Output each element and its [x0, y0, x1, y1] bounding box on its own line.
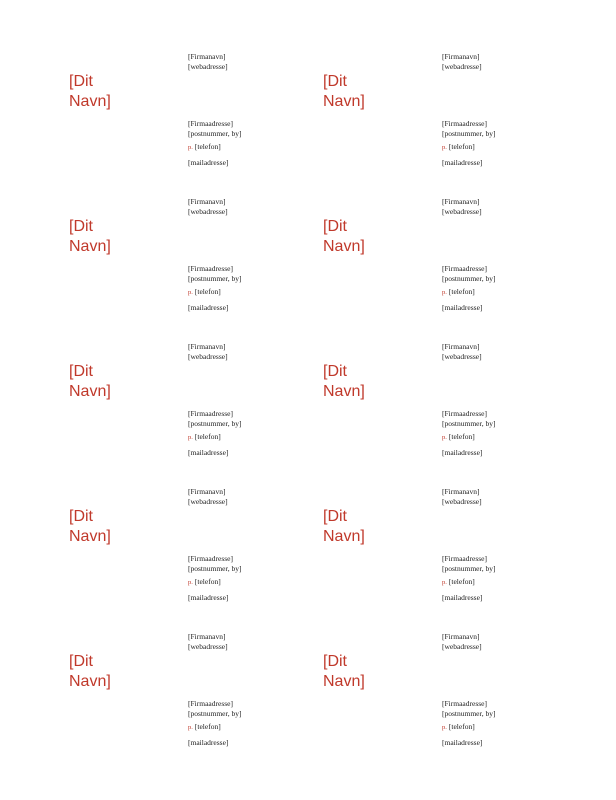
- card-address: [Firmaadresse]: [188, 699, 233, 708]
- card-company-block: [188, 342, 228, 361]
- business-card: [69, 197, 319, 342]
- card-name: [Dit Navn]: [323, 218, 365, 255]
- card-phone-row: [442, 432, 495, 443]
- card-postal: [postnummer, by]: [442, 563, 496, 573]
- card-name: [Dit Navn]: [323, 363, 365, 400]
- card-contact-block: [442, 409, 495, 457]
- card-address: [Firmaadresse]: [442, 699, 487, 708]
- card-contact-block: [188, 554, 241, 602]
- business-card: [323, 487, 573, 632]
- card-website: [webadresse]: [442, 641, 482, 651]
- card-phone: [telefon]: [448, 577, 475, 586]
- card-company: [Firmanavn]: [188, 487, 226, 496]
- card-phone-row: [188, 142, 241, 153]
- card-phone-row: [188, 287, 241, 298]
- card-company-block: [188, 52, 228, 71]
- card-name: [Dit Navn]: [323, 508, 365, 545]
- card-name: [Dit Navn]: [323, 73, 365, 110]
- card-contact-block: [442, 264, 495, 312]
- card-company-block: [188, 487, 228, 506]
- card-website: [webadresse]: [442, 496, 482, 506]
- card-contact-block: [188, 699, 241, 747]
- card-website: [webadresse]: [188, 351, 228, 361]
- business-card: [323, 632, 573, 777]
- card-company: [Firmanavn]: [188, 632, 226, 641]
- business-card: [69, 487, 319, 632]
- card-phone: [telefon]: [194, 142, 221, 151]
- business-card: [323, 52, 573, 197]
- card-postal: [postnummer, by]: [442, 418, 496, 428]
- business-card: [323, 342, 573, 487]
- card-address: [Firmaadresse]: [442, 119, 487, 128]
- card-contact-block: [188, 119, 241, 167]
- card-company: [Firmanavn]: [442, 197, 480, 206]
- business-card: [69, 52, 319, 197]
- card-phone-row: [442, 577, 495, 588]
- card-company: [Firmanavn]: [188, 197, 226, 206]
- card-company: [Firmanavn]: [442, 342, 480, 351]
- card-name: [Dit Navn]: [69, 363, 111, 400]
- card-contact-block: [188, 264, 241, 312]
- phone-prefix: p.: [188, 144, 193, 151]
- card-name: [Dit Navn]: [323, 653, 365, 690]
- card-phone: [telefon]: [194, 577, 221, 586]
- card-postal: [postnummer, by]: [188, 273, 242, 283]
- card-company-block: [442, 342, 482, 361]
- card-postal: [postnummer, by]: [188, 418, 242, 428]
- card-contact-block: [188, 409, 241, 457]
- card-company-block: [442, 52, 482, 71]
- business-card: [69, 632, 319, 777]
- card-contact-block: [442, 554, 495, 602]
- card-email: [mailadresse]: [442, 157, 483, 167]
- phone-prefix: p.: [188, 289, 193, 296]
- card-address: [Firmaadresse]: [188, 409, 233, 418]
- card-postal: [postnummer, by]: [442, 708, 496, 718]
- card-email: [mailadresse]: [442, 447, 483, 457]
- card-phone-row: [442, 287, 495, 298]
- card-postal: [postnummer, by]: [188, 128, 242, 138]
- card-email: [mailadresse]: [442, 302, 483, 312]
- phone-prefix: p.: [442, 289, 447, 296]
- card-email: [mailadresse]: [188, 737, 229, 747]
- phone-prefix: p.: [188, 579, 193, 586]
- card-company-block: [188, 632, 228, 651]
- business-card: [69, 342, 319, 487]
- card-postal: [postnummer, by]: [442, 273, 496, 283]
- card-email: [mailadresse]: [188, 447, 229, 457]
- card-address: [Firmaadresse]: [188, 264, 233, 273]
- card-contact-block: [442, 119, 495, 167]
- phone-prefix: p.: [188, 724, 193, 731]
- card-website: [webadresse]: [442, 206, 482, 216]
- card-website: [webadresse]: [442, 351, 482, 361]
- card-company-block: [442, 487, 482, 506]
- card-name: [Dit Navn]: [69, 508, 111, 545]
- phone-prefix: p.: [442, 144, 447, 151]
- card-company-block: [442, 632, 482, 651]
- card-phone: [telefon]: [194, 287, 221, 296]
- phone-prefix: p.: [442, 579, 447, 586]
- card-company-block: [442, 197, 482, 216]
- phone-prefix: p.: [442, 724, 447, 731]
- card-email: [mailadresse]: [442, 592, 483, 602]
- card-postal: [postnummer, by]: [442, 128, 496, 138]
- card-email: [mailadresse]: [188, 592, 229, 602]
- business-card: [323, 197, 573, 342]
- card-contact-block: [442, 699, 495, 747]
- card-company-block: [188, 197, 228, 216]
- phone-prefix: p.: [442, 434, 447, 441]
- card-address: [Firmaadresse]: [442, 409, 487, 418]
- card-email: [mailadresse]: [442, 737, 483, 747]
- card-company: [Firmanavn]: [442, 52, 480, 61]
- card-postal: [postnummer, by]: [188, 563, 242, 573]
- card-name: [Dit Navn]: [69, 653, 111, 690]
- card-address: [Firmaadresse]: [188, 119, 233, 128]
- card-phone: [telefon]: [448, 142, 475, 151]
- card-address: [Firmaadresse]: [188, 554, 233, 563]
- card-phone-row: [188, 432, 241, 443]
- card-phone-row: [442, 142, 495, 153]
- card-name: [Dit Navn]: [69, 73, 111, 110]
- card-company: [Firmanavn]: [442, 632, 480, 641]
- card-website: [webadresse]: [188, 206, 228, 216]
- card-website: [webadresse]: [442, 61, 482, 71]
- card-phone-row: [188, 577, 241, 588]
- card-phone: [telefon]: [448, 287, 475, 296]
- card-company: [Firmanavn]: [188, 342, 226, 351]
- card-company: [Firmanavn]: [442, 487, 480, 496]
- card-email: [mailadresse]: [188, 157, 229, 167]
- card-name: [Dit Navn]: [69, 218, 111, 255]
- card-phone: [telefon]: [448, 432, 475, 441]
- card-address: [Firmaadresse]: [442, 264, 487, 273]
- card-company: [Firmanavn]: [188, 52, 226, 61]
- card-phone: [telefon]: [448, 722, 475, 731]
- card-phone: [telefon]: [194, 722, 221, 731]
- card-website: [webadresse]: [188, 496, 228, 506]
- card-website: [webadresse]: [188, 61, 228, 71]
- card-phone: [telefon]: [194, 432, 221, 441]
- card-phone-row: [188, 722, 241, 733]
- card-website: [webadresse]: [188, 641, 228, 651]
- card-email: [mailadresse]: [188, 302, 229, 312]
- phone-prefix: p.: [188, 434, 193, 441]
- card-phone-row: [442, 722, 495, 733]
- card-postal: [postnummer, by]: [188, 708, 242, 718]
- card-address: [Firmaadresse]: [442, 554, 487, 563]
